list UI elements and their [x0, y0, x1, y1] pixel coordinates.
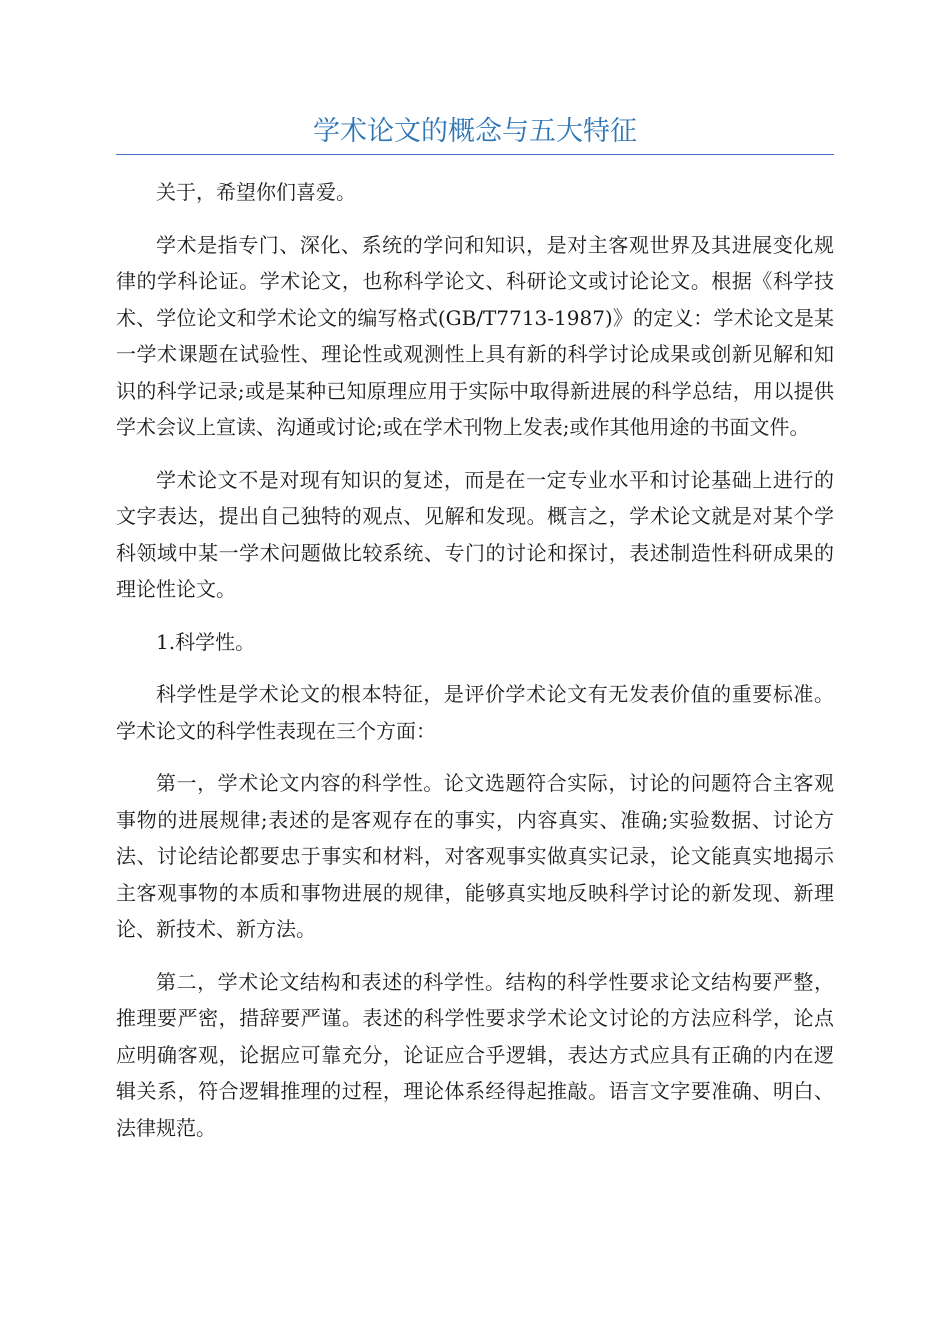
document-body — [116, 174, 834, 1162]
paragraph-scientific-overview: 科学性是学术论文的根本特征，是评价学术论文有无发表价值的重要标准。学术论文的科学性表现在三个方面： — [116, 682, 834, 743]
paragraph-definition: 学术是指专门、深化、系统的学问和知识，是对主客观世界及其进展变化规律的学科论证。学术论文，也称科学论文、科研论文或讨论论文。根据《科学技术、学位论文和学术论文的编写格式(GB/T7713-1987)》的定义：学术论文是某一学术课题在试验性、理论性或观测性上具有新的科学讨论成果或创新见解和知识的科学记录;或是某种已知原理应用于实际中取得新进展的科学总结，用以提供学术会议上宣读、沟通或讨论;或在学术刊物上发表;或作其他用途的书面文件。 — [116, 232, 834, 439]
paragraph-summary: 学术论文不是对现有知识的复述，而是在一定专业水平和讨论基础上进行的文字表达，提出自己独特的观点、见解和发现。概言之，学术论文就是对某个学科领域中某一学术问题做比较系统、专门的讨论和探讨，表述制造性科研成果的理论性论文。 — [116, 467, 834, 601]
paragraph-first-point: 第一，学术论文内容的科学性。论文选题符合实际，讨论的问题符合主客观事物的进展规律;表述的是客观存在的事实，内容真实、准确;实验数据、讨论方法、讨论结论都要忠于事实和材料，对客观事实做真实记录，论文能真实地揭示主客观事物的本质和事物进展的规律，能够真实地反映科学讨论的新发现、新理论、新技术、新方法。 — [116, 771, 834, 941]
title-underline — [116, 154, 834, 155]
paragraph-intro: 关于，希望你们喜爱。 — [156, 180, 356, 204]
paragraph-second-point: 第二，学术论文结构和表述的科学性。结构的科学性要求论文结构要严整，推理要严密，措辞要严谨。表述的科学性要求学术论文讨论的方法应科学，论点应明确客观，论据应可靠充分，论证应合乎逻辑，表达方式应具有正确的内在逻辑关系，符合逻辑推理的过程，理论体系经得起推敲。语言文字要准确、明白、法律规范。 — [116, 969, 834, 1140]
section-heading-scientific: 1.科学性。 — [156, 629, 256, 654]
document-title: 学术论文的概念与五大特征 — [313, 116, 637, 147]
